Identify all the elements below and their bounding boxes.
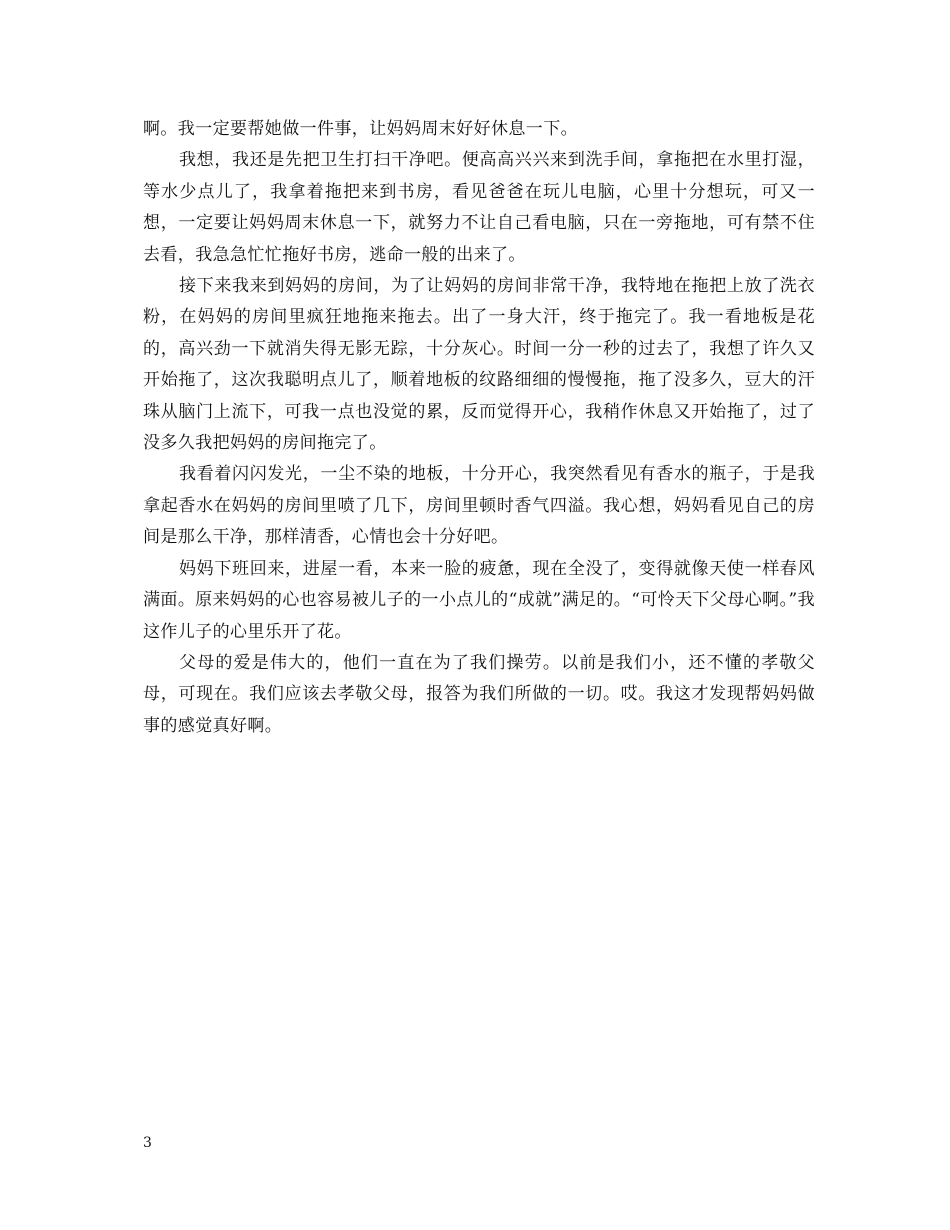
page-number: 3: [143, 1135, 152, 1151]
paragraph-3: 接下来我来到妈妈的房间，为了让妈妈的房间非常干净，我特地在拖把上放了洗衣粉，在妈妈的房间里疯狂地拖来拖去。出了一身大汗，终于拖完了。我一看地板是花的，高兴劲一下就消失得无影无踪，十分灰心。时间一分一秒的过去了，我想了许久又开始拖了，这次我聪明点儿了，顺着地板的纹路细细的慢慢拖，拖了没多久，豆大的汗珠从脑门上流下，可我一点也没觉的累，反而觉得开心，我稍作休息又开始拖了，过了没多久我把妈妈的房间拖完了。: [143, 276, 815, 454]
paragraph-1: 啊。我一定要帮她做一件事，让妈妈周末好好休息一下。: [143, 119, 578, 139]
paragraph-5: 妈妈下班回来，进屋一看，本来一脸的疲惫，现在全没了，变得就像天使一样春风满面。原来妈妈的心也容易被儿子的一小点儿的“成就”满足的。“可怜天下父母心啊。”我这作儿子的心里乐开了花。: [143, 558, 815, 642]
paragraph-2: 我想，我还是先把卫生打扫干净吧。便高高兴兴来到洗手间，拿拖把在水里打湿，等水少点儿了，我拿着拖把来到书房，看见爸爸在玩儿电脑，心里十分想玩，可又一想，一定要让妈妈周末休息一下，就努力不让自己看电脑，只在一旁拖地，可有禁不住去看，我急急忙忙拖好书房，逃命一般的出来了。: [143, 150, 815, 265]
paragraph-6: 父母的爱是伟大的，他们一直在为了我们操劳。以前是我们小，还不懂的孝敬父母，可现在。我们应该去孝敬父母，报答为我们所做的一切。哎。我这才发现帮妈妈做事的感觉真好啊。: [143, 652, 815, 736]
body-text: [143, 114, 815, 742]
paragraph-4: 我看着闪闪发光，一尘不染的地板，十分开心，我突然看见有香水的瓶子，于是我拿起香水在妈妈的房间里喷了几下，房间里顿时香气四溢。我心想，妈妈看见自己的房间是那么干净，那样清香，心情也会十分好吧。: [143, 464, 815, 548]
